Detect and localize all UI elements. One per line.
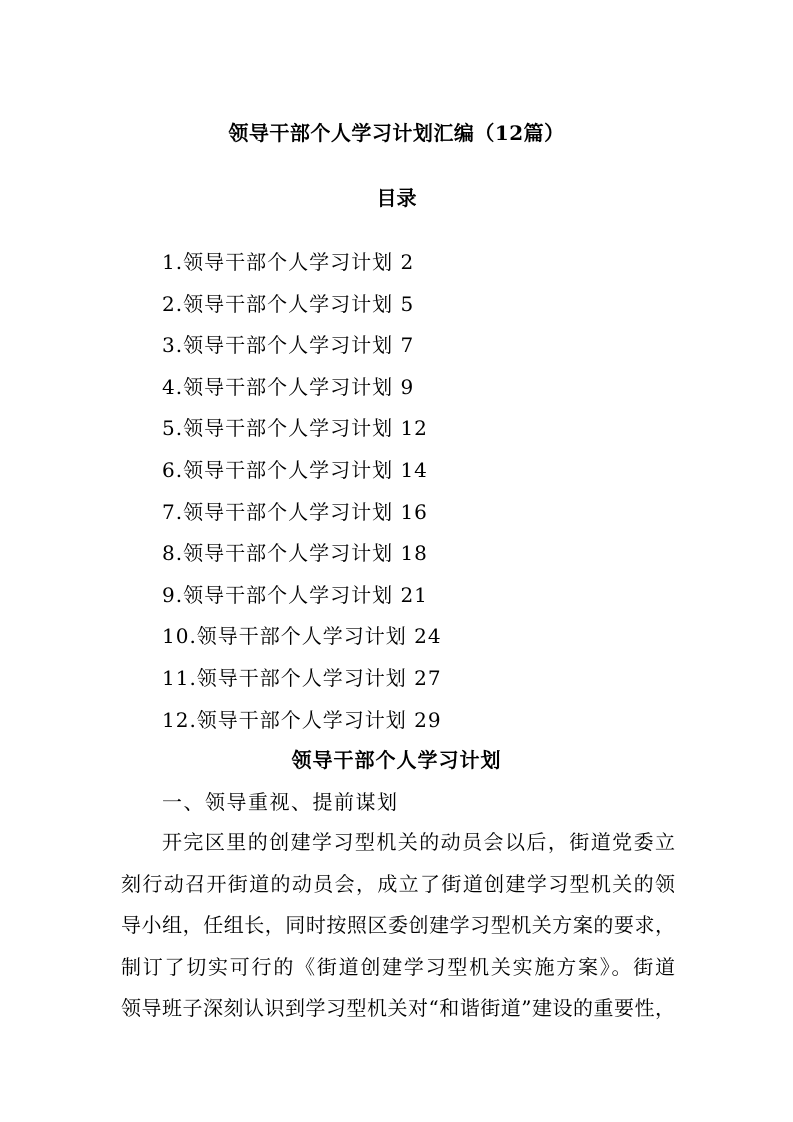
toc-entry-2[interactable]: 2.领导干部个人学习计划 5 [162,291,415,316]
table-of-contents [162,246,442,745]
body-line: 开完区里的创建学习型机关的动员会以后，街道党委立 [162,830,675,854]
section-title: 领导干部个人学习计划 [291,748,502,772]
body-line: 刻行动召开街道的动员会，成立了街道创建学习型机关的领 [121,871,675,896]
toc-entry-9[interactable]: 9.领导干部个人学习计划 21 [162,582,428,607]
body-line: 制订了切实可行的《街道创建学习型机关实施方案》。街道 [121,954,675,979]
document-title: 领导干部个人学习计划汇编（12篇） [228,121,565,145]
toc-entry-8[interactable]: 8.领导干部个人学习计划 18 [162,541,428,566]
subheading: 一、领导重视、提前谋划 [162,790,399,814]
toc-entry-6[interactable]: 6.领导干部个人学习计划 14 [162,457,428,482]
body-paragraph [121,826,675,1034]
toc-entry-4[interactable]: 4.领导干部个人学习计划 9 [162,374,415,399]
body-line: 领导班子深刻认识到学习型机关对“和谐街道”建设的重要性， [121,996,675,1021]
toc-entry-11[interactable]: 11.领导干部个人学习计划 27 [162,665,442,690]
toc-entry-10[interactable]: 10.领导干部个人学习计划 24 [162,624,442,649]
body-line: 导小组，任组长，同时按照区委创建学习型机关方案的要求， [121,913,675,938]
toc-entry-1[interactable]: 1.领导干部个人学习计划 2 [162,250,415,274]
toc-entry-5[interactable]: 5.领导干部个人学习计划 12 [162,416,428,441]
toc-entry-3[interactable]: 3.领导干部个人学习计划 7 [162,333,415,358]
toc-entry-12[interactable]: 12.领导干部个人学习计划 29 [162,707,442,732]
toc-entry-7[interactable]: 7.领导干部个人学习计划 16 [162,499,428,524]
toc-heading: 目录 [376,186,417,210]
